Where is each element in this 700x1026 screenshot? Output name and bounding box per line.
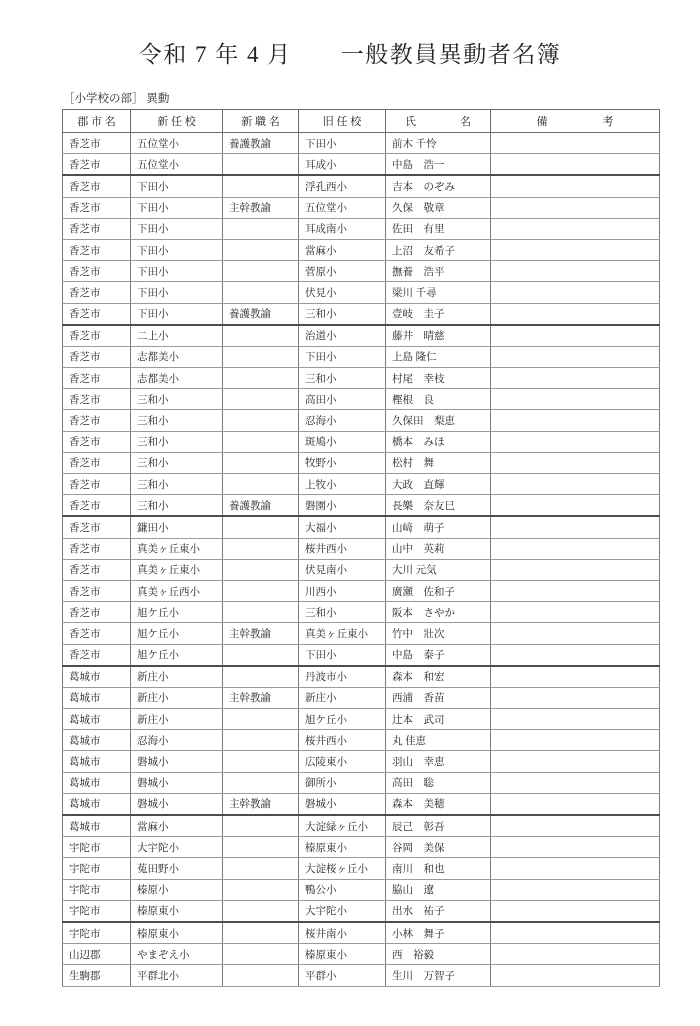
cell-name: 橋本 みほ: [386, 431, 491, 452]
cell-new-school: 真美ヶ丘東小: [131, 538, 223, 559]
cell-new-position: [223, 900, 299, 922]
cell-new-position: [223, 751, 299, 772]
cell-remarks: [491, 516, 660, 538]
cell-new-school: 旭ケ丘小: [131, 623, 223, 644]
cell-new-school: 三和小: [131, 431, 223, 452]
cell-name: 西 裕毅: [386, 944, 491, 965]
cell-name: 南川 和也: [386, 858, 491, 879]
cell-old-school: 大福小: [299, 516, 386, 538]
cell-name: 藤井 晴慈: [386, 325, 491, 347]
cell-new-school: 五位堂小: [131, 133, 223, 154]
cell-name: 羽山 幸恵: [386, 751, 491, 772]
cell-remarks: [491, 837, 660, 858]
cell-name: 阪本 さやか: [386, 602, 491, 623]
cell-old-school: 榛原東小: [299, 837, 386, 858]
cell-old-school: 伏見小: [299, 282, 386, 303]
cell-district-city: 葛城市: [63, 793, 131, 815]
cell-new-position: [223, 965, 299, 986]
cell-new-position: [223, 431, 299, 452]
cell-new-school: 真美ヶ丘西小: [131, 580, 223, 601]
cell-remarks: [491, 793, 660, 815]
cell-remarks: [491, 538, 660, 559]
table-row: [63, 922, 660, 944]
cell-district-city: 香芝市: [63, 261, 131, 282]
cell-old-school: 浮孔西小: [299, 175, 386, 197]
cell-old-school: 下田小: [299, 133, 386, 154]
cell-district-city: 香芝市: [63, 325, 131, 347]
cell-district-city: 葛城市: [63, 772, 131, 793]
table-row: [63, 858, 660, 879]
cell-remarks: [491, 154, 660, 176]
table-row: [63, 431, 660, 452]
cell-district-city: 香芝市: [63, 559, 131, 580]
cell-remarks: [491, 559, 660, 580]
cell-district-city: 香芝市: [63, 218, 131, 239]
cell-new-school: 新庄小: [131, 666, 223, 688]
cell-new-position: [223, 644, 299, 666]
cell-district-city: 香芝市: [63, 644, 131, 666]
cell-old-school: 大淀緑ヶ丘小: [299, 815, 386, 837]
cell-remarks: [491, 431, 660, 452]
cell-remarks: [491, 644, 660, 666]
cell-new-position: [223, 474, 299, 495]
table-row: [63, 197, 660, 218]
cell-remarks: [491, 944, 660, 965]
cell-district-city: 香芝市: [63, 452, 131, 473]
table-row: [63, 666, 660, 688]
cell-remarks: [491, 580, 660, 601]
cell-district-city: 香芝市: [63, 154, 131, 176]
cell-new-school: 榛原小: [131, 879, 223, 900]
cell-district-city: 香芝市: [63, 538, 131, 559]
col-header-remarks: 備 考: [491, 110, 660, 133]
cell-old-school: 鴨公小: [299, 879, 386, 900]
cell-district-city: 葛城市: [63, 730, 131, 751]
cell-name: 中島 泰子: [386, 644, 491, 666]
cell-new-position: [223, 922, 299, 944]
cell-district-city: 葛城市: [63, 815, 131, 837]
cell-remarks: [491, 197, 660, 218]
col-header-new-school: 新 任 校: [131, 110, 223, 133]
cell-new-position: 主幹教諭: [223, 687, 299, 708]
table-row: [63, 944, 660, 965]
cell-district-city: 香芝市: [63, 197, 131, 218]
cell-district-city: 香芝市: [63, 282, 131, 303]
cell-name: 久保 敬章: [386, 197, 491, 218]
table-row: [63, 815, 660, 837]
cell-new-position: [223, 837, 299, 858]
cell-new-school: 志都美小: [131, 368, 223, 389]
table-row: [63, 239, 660, 260]
cell-new-position: [223, 452, 299, 473]
cell-new-school: 三和小: [131, 452, 223, 473]
cell-district-city: 葛城市: [63, 687, 131, 708]
table-row: [63, 900, 660, 922]
table-row: [63, 325, 660, 347]
table-row: [63, 303, 660, 325]
cell-old-school: 耳成小: [299, 154, 386, 176]
cell-old-school: 桜井西小: [299, 538, 386, 559]
cell-old-school: 新庄小: [299, 687, 386, 708]
cell-name: 上沼 友希子: [386, 239, 491, 260]
cell-name: 脇山 遼: [386, 879, 491, 900]
cell-name: 村尾 幸枝: [386, 368, 491, 389]
cell-name: 竹中 壯次: [386, 623, 491, 644]
col-header-name: 氏 名: [386, 110, 491, 133]
cell-old-school: 菅原小: [299, 261, 386, 282]
cell-new-position: [223, 410, 299, 431]
table-row: [63, 538, 660, 559]
cell-old-school: 三和小: [299, 368, 386, 389]
document-page: [0, 36, 700, 1026]
cell-district-city: 山辺郡: [63, 944, 131, 965]
table-row: [63, 282, 660, 303]
cell-new-position: [223, 815, 299, 837]
cell-district-city: 香芝市: [63, 580, 131, 601]
cell-old-school: 平群小: [299, 965, 386, 986]
cell-new-position: [223, 858, 299, 879]
cell-new-position: [223, 709, 299, 730]
cell-old-school: 當麻小: [299, 239, 386, 260]
table-row: [63, 154, 660, 176]
cell-remarks: [491, 410, 660, 431]
table-row: [63, 218, 660, 239]
cell-old-school: 磐園小: [299, 495, 386, 517]
cell-name: 大政 直輝: [386, 474, 491, 495]
cell-old-school: 三和小: [299, 602, 386, 623]
cell-name: 梁川 千尋: [386, 282, 491, 303]
cell-old-school: 上牧小: [299, 474, 386, 495]
cell-remarks: [491, 965, 660, 986]
col-header-old-school: 旧 任 校: [299, 110, 386, 133]
cell-remarks: [491, 133, 660, 154]
cell-district-city: 香芝市: [63, 175, 131, 197]
cell-district-city: 香芝市: [63, 368, 131, 389]
cell-old-school: 桜井西小: [299, 730, 386, 751]
cell-name: 小林 舞子: [386, 922, 491, 944]
cell-new-school: 旭ケ丘小: [131, 602, 223, 623]
table-row: [63, 559, 660, 580]
cell-district-city: 香芝市: [63, 474, 131, 495]
cell-remarks: [491, 687, 660, 708]
cell-new-school: 下田小: [131, 282, 223, 303]
cell-new-position: [223, 538, 299, 559]
table-row: [63, 368, 660, 389]
cell-district-city: 宇陀市: [63, 900, 131, 922]
cell-remarks: [491, 900, 660, 922]
cell-new-school: 榛原東小: [131, 900, 223, 922]
cell-new-position: [223, 218, 299, 239]
cell-new-school: 大宇陀小: [131, 837, 223, 858]
cell-new-position: 養護教諭: [223, 303, 299, 325]
cell-old-school: 耳成南小: [299, 218, 386, 239]
cell-old-school: 丹波市小: [299, 666, 386, 688]
cell-name: 大川 元気: [386, 559, 491, 580]
cell-new-school: 志都美小: [131, 346, 223, 367]
cell-new-school: 下田小: [131, 303, 223, 325]
cell-district-city: 香芝市: [63, 431, 131, 452]
cell-new-school: 三和小: [131, 410, 223, 431]
table-body: [63, 133, 660, 987]
cell-name: 壹岐 圭子: [386, 303, 491, 325]
transfer-roster-table: [62, 109, 660, 987]
cell-new-school: 下田小: [131, 175, 223, 197]
cell-name: 撫養 浩平: [386, 261, 491, 282]
cell-old-school: 下田小: [299, 644, 386, 666]
cell-name: 西浦 香苗: [386, 687, 491, 708]
table-row: [63, 623, 660, 644]
cell-new-position: [223, 368, 299, 389]
cell-remarks: [491, 772, 660, 793]
cell-new-position: 主幹教諭: [223, 623, 299, 644]
cell-district-city: 宇陀市: [63, 922, 131, 944]
cell-new-position: [223, 944, 299, 965]
cell-name: 出水 祐子: [386, 900, 491, 922]
table-row: [63, 175, 660, 197]
header-row: [63, 110, 660, 133]
cell-old-school: 高田小: [299, 389, 386, 410]
cell-remarks: [491, 303, 660, 325]
table-row: [63, 133, 660, 154]
cell-district-city: 葛城市: [63, 751, 131, 772]
cell-old-school: 旭ケ丘小: [299, 709, 386, 730]
cell-remarks: [491, 666, 660, 688]
cell-name: 森本 和宏: [386, 666, 491, 688]
cell-new-position: [223, 602, 299, 623]
cell-new-school: 磐城小: [131, 751, 223, 772]
cell-name: 上島 隆仁: [386, 346, 491, 367]
cell-remarks: [491, 346, 660, 367]
cell-new-school: 鎌田小: [131, 516, 223, 538]
cell-new-position: [223, 325, 299, 347]
cell-remarks: [491, 623, 660, 644]
cell-remarks: [491, 879, 660, 900]
cell-new-school: 下田小: [131, 218, 223, 239]
cell-new-school: 平群北小: [131, 965, 223, 986]
cell-new-school: 新庄小: [131, 687, 223, 708]
cell-old-school: 治道小: [299, 325, 386, 347]
cell-name: 久保田 梨恵: [386, 410, 491, 431]
cell-name: 佐田 有里: [386, 218, 491, 239]
cell-old-school: 川西小: [299, 580, 386, 601]
cell-old-school: 三和小: [299, 303, 386, 325]
cell-remarks: [491, 452, 660, 473]
section-label: ［小学校の部］ 異動: [63, 93, 170, 105]
cell-new-school: 菟田野小: [131, 858, 223, 879]
cell-district-city: 生駒郡: [63, 965, 131, 986]
cell-old-school: 下田小: [299, 346, 386, 367]
cell-new-position: [223, 389, 299, 410]
cell-remarks: [491, 282, 660, 303]
cell-new-position: [223, 175, 299, 197]
cell-remarks: [491, 815, 660, 837]
cell-new-position: [223, 580, 299, 601]
cell-new-position: 養護教諭: [223, 495, 299, 517]
cell-remarks: [491, 495, 660, 517]
cell-remarks: [491, 239, 660, 260]
cell-new-position: 養護教諭: [223, 133, 299, 154]
cell-new-school: 三和小: [131, 389, 223, 410]
cell-remarks: [491, 218, 660, 239]
col-header-district-city: 郡 市 名: [63, 110, 131, 133]
cell-remarks: [491, 325, 660, 347]
table-row: [63, 772, 660, 793]
cell-district-city: 香芝市: [63, 239, 131, 260]
cell-new-school: 榛原東小: [131, 922, 223, 944]
cell-new-school: 當麻小: [131, 815, 223, 837]
cell-name: 吉本 のぞみ: [386, 175, 491, 197]
cell-new-school: 忍海小: [131, 730, 223, 751]
cell-remarks: [491, 175, 660, 197]
col-header-new-position: 新 職 名: [223, 110, 299, 133]
cell-name: 山﨑 萌子: [386, 516, 491, 538]
cell-new-position: [223, 879, 299, 900]
cell-remarks: [491, 261, 660, 282]
cell-old-school: 大淀桜ヶ丘小: [299, 858, 386, 879]
cell-district-city: 香芝市: [63, 346, 131, 367]
cell-remarks: [491, 858, 660, 879]
cell-remarks: [491, 602, 660, 623]
cell-new-school: 五位堂小: [131, 154, 223, 176]
table-row: [63, 837, 660, 858]
table-row: [63, 644, 660, 666]
table-row: [63, 793, 660, 815]
cell-name: 長樂 奈友巳: [386, 495, 491, 517]
cell-district-city: 香芝市: [63, 133, 131, 154]
cell-name: 生川 万智子: [386, 965, 491, 986]
table-row: [63, 965, 660, 986]
cell-old-school: 伏見南小: [299, 559, 386, 580]
table-row: [63, 474, 660, 495]
cell-name: 山中 英莉: [386, 538, 491, 559]
cell-new-school: 二上小: [131, 325, 223, 347]
cell-old-school: 広陵東小: [299, 751, 386, 772]
cell-district-city: 宇陀市: [63, 858, 131, 879]
cell-old-school: 御所小: [299, 772, 386, 793]
cell-new-school: 下田小: [131, 239, 223, 260]
cell-old-school: 榛原東小: [299, 944, 386, 965]
cell-new-position: [223, 772, 299, 793]
cell-district-city: 香芝市: [63, 623, 131, 644]
cell-district-city: 香芝市: [63, 410, 131, 431]
cell-new-school: 下田小: [131, 261, 223, 282]
cell-remarks: [491, 730, 660, 751]
cell-old-school: 磐城小: [299, 793, 386, 815]
table-row: [63, 602, 660, 623]
cell-district-city: 香芝市: [63, 602, 131, 623]
cell-district-city: 香芝市: [63, 516, 131, 538]
table-row: [63, 389, 660, 410]
cell-old-school: 真美ヶ丘東小: [299, 623, 386, 644]
cell-new-school: 磐城小: [131, 793, 223, 815]
cell-new-school: 下田小: [131, 197, 223, 218]
cell-new-position: [223, 559, 299, 580]
table-row: [63, 516, 660, 538]
cell-name: 高田 聡: [386, 772, 491, 793]
cell-name: 森本 美穂: [386, 793, 491, 815]
cell-new-school: 旭ケ丘小: [131, 644, 223, 666]
table-row: [63, 709, 660, 730]
cell-district-city: 香芝市: [63, 389, 131, 410]
cell-new-position: 主幹教諭: [223, 197, 299, 218]
cell-old-school: 牧野小: [299, 452, 386, 473]
cell-name: 中島 浩一: [386, 154, 491, 176]
cell-remarks: [491, 474, 660, 495]
cell-new-school: 磐城小: [131, 772, 223, 793]
cell-new-school: やまぞえ小: [131, 944, 223, 965]
cell-district-city: 宇陀市: [63, 879, 131, 900]
cell-new-school: 三和小: [131, 495, 223, 517]
table-row: [63, 495, 660, 517]
cell-new-position: [223, 516, 299, 538]
cell-remarks: [491, 709, 660, 730]
cell-old-school: 桜井南小: [299, 922, 386, 944]
cell-name: 廣瀬 佐和子: [386, 580, 491, 601]
cell-name: 谷岡 美保: [386, 837, 491, 858]
cell-remarks: [491, 751, 660, 772]
cell-new-school: 新庄小: [131, 709, 223, 730]
cell-old-school: 大宇陀小: [299, 900, 386, 922]
table-row: [63, 580, 660, 601]
cell-new-school: 真美ヶ丘東小: [131, 559, 223, 580]
cell-new-position: [223, 346, 299, 367]
cell-name: 辻本 武司: [386, 709, 491, 730]
cell-name: 松村 舞: [386, 452, 491, 473]
cell-new-position: [223, 282, 299, 303]
table-row: [63, 261, 660, 282]
cell-district-city: 香芝市: [63, 495, 131, 517]
table-row: [63, 730, 660, 751]
cell-old-school: 忍海小: [299, 410, 386, 431]
cell-new-position: [223, 154, 299, 176]
table-row: [63, 452, 660, 473]
cell-old-school: 斑鳩小: [299, 431, 386, 452]
table-row: [63, 687, 660, 708]
cell-name: 樫根 良: [386, 389, 491, 410]
cell-old-school: 五位堂小: [299, 197, 386, 218]
cell-district-city: 香芝市: [63, 303, 131, 325]
cell-district-city: 葛城市: [63, 709, 131, 730]
table-header: [63, 110, 660, 133]
cell-name: 辰己 彰吾: [386, 815, 491, 837]
table-row: [63, 346, 660, 367]
cell-new-position: 主幹教諭: [223, 793, 299, 815]
table-row: [63, 751, 660, 772]
cell-new-position: [223, 730, 299, 751]
cell-new-position: [223, 239, 299, 260]
cell-district-city: 宇陀市: [63, 837, 131, 858]
cell-remarks: [491, 389, 660, 410]
cell-new-position: [223, 666, 299, 688]
cell-remarks: [491, 368, 660, 389]
table-row: [63, 879, 660, 900]
cell-new-position: [223, 261, 299, 282]
cell-district-city: 葛城市: [63, 666, 131, 688]
cell-new-school: 三和小: [131, 474, 223, 495]
document-title: 令和 7 年 4 月 一般教員異動者名簿: [138, 42, 562, 67]
cell-name: 前木 千怜: [386, 133, 491, 154]
cell-remarks: [491, 922, 660, 944]
table-row: [63, 410, 660, 431]
cell-name: 丸 佳恵: [386, 730, 491, 751]
